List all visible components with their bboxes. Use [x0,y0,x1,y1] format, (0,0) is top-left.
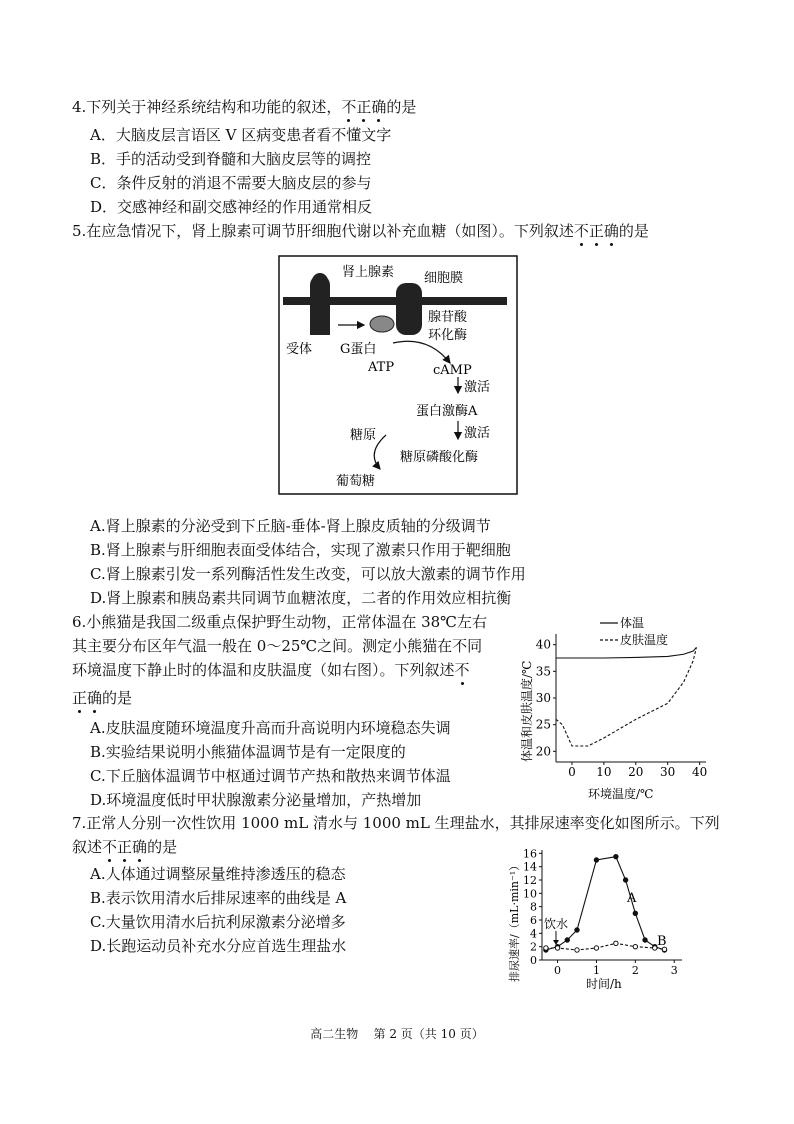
q6-y-axis-label: 体温和皮肤温度/℃ [520,660,534,762]
q7-option-a: A.人体通过调整尿量维持渗透压的稳态 [90,865,346,883]
label-enzyme-1: 腺苷酸 [428,310,468,325]
q7-x-axis-label: 时间/h [586,977,622,990]
q7-option-d: D.长跑运动员补充水分应首选生理盐水 [90,937,347,955]
q5-option-d: D.肾上腺素和胰岛素共同调节血糖浓度，二者的作用效应相抗衡 [90,589,512,607]
label-camp: cAMP [433,363,472,378]
q6-option-a: A.皮肤温度随环境温度升高而升高说明内环境稳态失调 [90,719,451,737]
q7-series-1-point [575,948,579,952]
q6-y-tick-label: 20 [535,744,551,759]
label-activate-1: 激活 [464,380,491,395]
q6-y-tick-label: 35 [535,664,551,679]
g-protein-shape [370,316,394,332]
q5-option-c: C.肾上腺素引发一系列酶活性发生改变，可以放大激素的调节作用 [90,565,526,583]
q7-series-label-a: A [627,891,637,906]
q6-temperature-chart [512,612,718,804]
q7-drink-annotation: 饮水 [544,917,569,931]
q7-line-1: 7.正常人分别一次性饮用 1000 mL 清水与 1000 mL 生理盐水，其排尿速率变化如图所示。下列 [72,814,720,832]
q7-option-c: C.大量饮用清水后抗利尿激素分泌增多 [90,913,346,931]
q6-series-0-line [556,647,696,658]
q6-x-tick-label: 10 [596,765,612,779]
q4-stem: 4.下列关于神经系统结构和功能的叙述，不正确的是 [72,98,417,116]
q6-line-2: 其主要分布区年气温一般在 0～25℃之间。测定小熊猫在不同 [72,637,483,655]
q4-option-d: D．交感神经和副交感神经的作用通常相反 [90,198,373,216]
q6-x-tick-label: 30 [660,765,676,779]
q6-y-tick-label: 40 [535,637,551,652]
q7-urination-chart [502,842,702,990]
q7-option-b: B.表示饮用清水后排尿速率的曲线是 A [90,889,347,907]
q7-series-1-point [594,946,598,950]
q7-series-1-point [544,946,548,950]
q7-x-tick-label: 3 [670,964,678,977]
adenylate-cyclase-shape [396,283,422,335]
page-footer [0,1025,794,1042]
q6-x-axis-label: 环境温度/℃ [588,787,654,801]
q7-y-tick-label: 4 [530,927,537,941]
q7-x-tick-label: 2 [631,964,639,977]
footer-subject: 高二生物 [310,1027,359,1041]
q4-option-b: B．手的活动受到脊髓和大脑皮层等的调控 [90,150,372,168]
q7-y-tick-label: 12 [523,874,537,887]
q7-x-tick-label: 0 [554,964,562,977]
q7-x-tick-label: 1 [592,964,600,977]
q7-y-tick-label: 14 [523,860,537,874]
q6-line-1: 6.小熊猫是我国二级重点保护野生动物，正常体温在 38℃左右 [72,613,487,631]
q6-option-d: D.环境温度低时甲状腺激素分泌量增加，产热增加 [90,791,422,809]
q6-x-tick-label: 0 [568,765,576,779]
q7-series-0-point [633,911,637,915]
label-glycogen: 糖原 [350,428,377,443]
q6-x-tick-label: 40 [691,765,708,779]
q4-option-c: C．条件反射的消退不需要大脑皮层的参与 [90,174,372,192]
q5-stem: 5.在应急情况下，肾上腺素可调节肝细胞代谢以补充血糖（如图）。下列叙述不正确的是 [72,222,649,240]
label-activate-2: 激活 [464,426,491,441]
q7-series-label-b: B [657,934,667,949]
q7-series-0-point [643,938,647,942]
legend-body-temp: 体温 [620,616,645,630]
q5-option-b: B.肾上腺素与肝细胞表面受体结合，实现了激素只作用于靶细胞 [90,541,511,559]
q7-series-0-point [623,878,627,882]
q6-y-tick-label: 25 [535,717,551,732]
q7-y-tick-label: 10 [523,887,537,901]
q6-option-b: B.实验结果说明小熊猫体温调节是有一定限度的 [90,743,406,761]
q7-series-1-point [614,941,618,945]
q6-x-tick-label: 20 [628,765,644,779]
q7-y-tick-label: 2 [530,940,537,954]
label-g-protein: G蛋白 [340,342,377,357]
label-hormone: 肾上腺素 [342,265,395,280]
label-atp: ATP [368,360,395,375]
q7-y-tick-label: 0 [530,954,537,967]
q7-series-1-line [546,943,665,950]
q6-series-1-line [556,647,696,746]
legend-skin-temp: 皮肤温度 [620,633,669,647]
label-glucose: 葡萄糖 [336,474,376,489]
hormone-molecule [312,273,328,289]
q7-series-1-point [633,944,637,948]
q4-option-a: A．大脑皮层言语区 V 区病变患者看不懂文字 [90,126,392,144]
q7-series-0-point [565,938,569,942]
q7-y-tick-label: 8 [530,900,537,914]
q7-series-0-point [614,854,618,858]
q6-option-c: C.下丘脑体温调节中枢通过调节产热和散热来调节体温 [90,767,451,785]
q6-line-4: 正确的是 [72,689,133,707]
label-phosphorylase: 糖原磷酸化酶 [400,450,479,465]
q7-y-tick-label: 6 [530,914,537,927]
q5-option-a: A.肾上腺素的分泌受到下丘脑-垂体-肾上腺皮质轴的分级调节 [90,517,491,535]
q6-y-tick-label: 30 [535,691,551,705]
footer-page: 第 2 页（共 10 页） [373,1027,484,1041]
q7-series-0-point [594,858,598,862]
q5-signal-diagram [278,255,518,495]
label-enzyme-2: 环化酶 [428,328,468,343]
label-receptor: 受体 [286,342,313,357]
label-kinase: 蛋白激酶A [416,404,478,419]
q6-line-3: 环境温度下静止时的体温和皮肤温度（如右图）。下列叙述不 [72,661,470,679]
q7-series-1-point [555,946,559,950]
q7-series-0-point [575,928,579,932]
q7-series-0-line [546,857,665,950]
q7-y-axis-label: 排尿速率/（mL·min⁻¹） [508,859,521,982]
q7-line-2: 叙述不正确的是 [72,838,178,856]
label-membrane: 细胞膜 [424,271,464,286]
q7-y-tick-label: 16 [523,847,537,861]
